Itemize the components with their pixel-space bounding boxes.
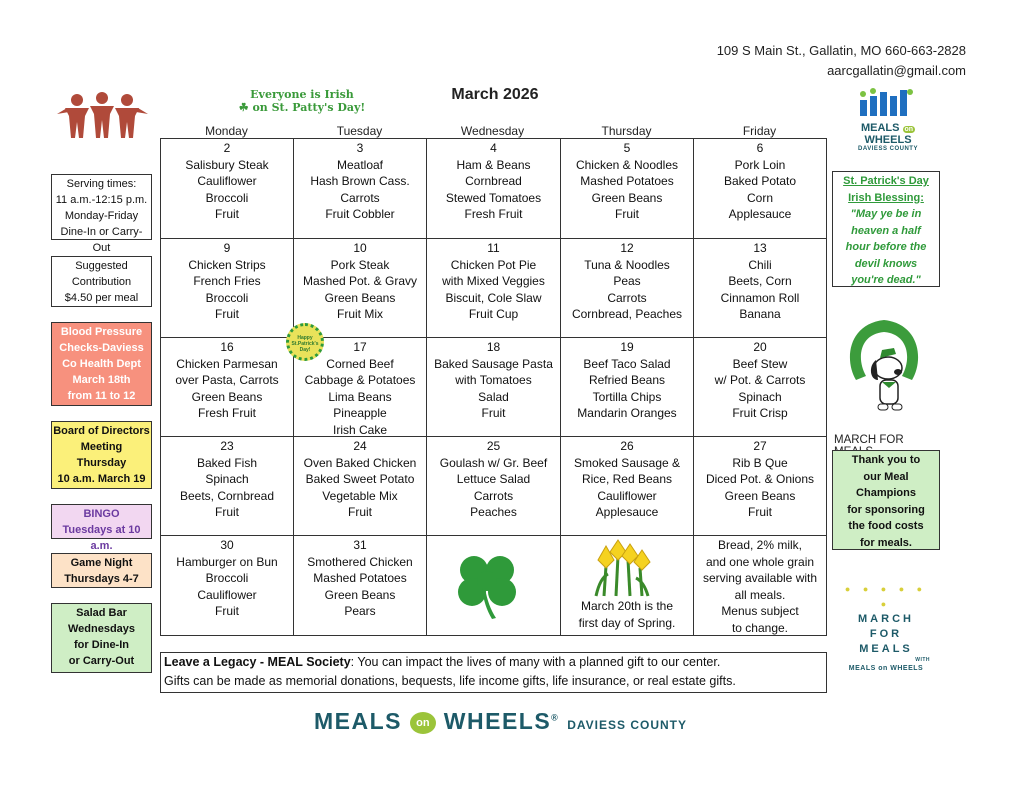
menu-item: Lettuce Salad (456, 472, 531, 486)
menu-item: Diced Pot. & Onions (705, 472, 815, 486)
menu-item: Hamburger on Bun (176, 554, 278, 569)
blood-pressure-box: Blood Pressure Checks-Daviess Co Health Dept March 18th from 11 to 12 (51, 322, 152, 406)
menu-item: Corned Beef (326, 356, 394, 371)
menu-item: Beets, Cornbread (179, 488, 275, 503)
menu-item: Green Beans (724, 488, 796, 503)
menu-item: to change. (731, 620, 789, 635)
menu-item: Ham & Beans (456, 157, 531, 172)
day-cell-4 (427, 139, 561, 239)
day-number: 20 (753, 340, 767, 354)
menu-item: Fruit (215, 604, 239, 618)
day-number: 30 (220, 538, 234, 552)
day-number: 9 (223, 241, 231, 255)
day-cell-5 (561, 139, 694, 239)
menu-item: with Mixed Veggies (442, 274, 545, 288)
irish-line-1: Everyone is Irish (250, 88, 354, 101)
menu-item: Fruit (215, 207, 239, 221)
day-cell-3 (294, 139, 427, 239)
board-meeting-box: Board of Directors Meeting Thursday 10 a.m. March 19 (51, 421, 152, 489)
day-cell-11 (427, 239, 561, 338)
day-number: 10 (353, 241, 367, 255)
menu-item: Peaches (470, 505, 517, 519)
menu-item: Stewed Tomatoes (445, 190, 542, 205)
day-cell-26 (561, 437, 694, 536)
menu-item: Cinnamon Roll (720, 290, 800, 305)
menu-item: Oven Baked Chicken (303, 455, 417, 470)
day-number: 26 (620, 439, 634, 453)
day-number: 13 (753, 241, 767, 255)
weekday-monday: Monday (205, 124, 248, 138)
menu-item: Fresh Fruit (197, 406, 256, 420)
menu-item: Chicken Strips (188, 257, 266, 272)
legacy-text: : You can impact the lives of many with a planned gift to our center. (350, 655, 721, 669)
menu-item: Mashed Pot. & Gravy (302, 274, 418, 288)
menu-item: Green Beans (191, 389, 263, 404)
menu-item: Green Beans (591, 190, 663, 205)
day-number: 16 (220, 340, 234, 354)
menu-item: Spinach (205, 472, 249, 486)
menu-item: Fruit (481, 406, 506, 420)
menu-item: Beets, Corn (728, 274, 792, 288)
menu-item: Pears (344, 604, 376, 618)
march-for-meals-heading: MARCH FOR (834, 434, 904, 446)
menu-item: Baked Potato (723, 174, 797, 188)
menu-item: Carrots (340, 190, 380, 205)
menu-item: over Pasta, Carrots (175, 373, 279, 387)
serving-times-box: Serving times: 11 a.m.-12:15 p.m. Monday-Friday Dine-In or Carry-Out (51, 174, 152, 240)
menu-item: Cauliflower (197, 174, 257, 188)
page-title: March 2026 (451, 86, 539, 103)
menu-item: Green Beans (324, 587, 396, 602)
day-cell-23 (161, 437, 294, 536)
bingo-box: BINGO Tuesdays at 10 a.m. (51, 504, 152, 539)
shamrock-icon: ☘ (238, 101, 253, 114)
menu-item: Fruit Cobbler (325, 207, 395, 221)
menu-item: with Tomatoes (455, 373, 532, 387)
footer-logo: MEALS on WHEELS® DAVIESS COUNTY (314, 708, 687, 734)
day-cell-18 (427, 338, 561, 437)
menu-item: Irish Cake (332, 422, 388, 437)
menu-item: Fruit (615, 207, 639, 221)
day-cell-25 (427, 437, 561, 536)
leave-a-legacy-box (160, 652, 827, 693)
day-number: 11 (487, 241, 500, 255)
day-cell-20 (694, 338, 826, 437)
day-cell-24 (294, 437, 427, 536)
menu-item: Cauliflower (597, 488, 657, 503)
menu-item: French Fries (193, 274, 261, 288)
menu-item: Pork Steak (330, 257, 390, 272)
day-number: 19 (620, 340, 634, 354)
email: aarcgallatin@gmail.com (827, 63, 966, 78)
address: 109 S Main St., Gallatin, MO 660-663-2828 (716, 43, 966, 58)
day-cell-empty (694, 536, 826, 635)
day-cell-2 (161, 139, 294, 239)
menu-item: Hash Brown Cass. (310, 174, 410, 188)
menu-item: Rice, Red Beans (581, 472, 673, 486)
legacy-gifts-text: Gifts can be made as memorial donations, bequests, life income gifts, life insurance, or real estate gifts. (164, 674, 736, 688)
menu-item: Vegetable Mix (322, 488, 398, 503)
weekday-tuesday: Tuesday (336, 124, 383, 138)
day-cell-30 (161, 536, 294, 635)
day-number: 2 (223, 141, 231, 155)
menu-item: Beef Taco Salad (583, 356, 671, 371)
menu-item: Lima Beans (328, 389, 392, 404)
menu-item: Biscuit, Cole Slaw (445, 290, 542, 305)
menu-item: Chicken & Noodles (575, 157, 679, 172)
menu-item: Cabbage & Potatoes (304, 373, 416, 387)
day-number: 18 (486, 340, 501, 354)
menu-item: Salad (478, 389, 509, 404)
irish-blessing-box: St. Patrick's Day Irish Blessing: "May ye be in heaven a half hour before the devil knows you're dead." (832, 171, 940, 287)
menu-item: Mashed Potatoes (313, 571, 407, 585)
menu-item: Fruit (748, 505, 772, 519)
menu-item: Bread, 2% milk, (717, 538, 803, 552)
day-number: 17 (353, 340, 367, 354)
day-number: 12 (620, 241, 634, 255)
menu-item: Broccoli (205, 190, 249, 205)
menu-item: Broccoli (205, 571, 249, 585)
spring-note: March 20th is the first day of Spring. (578, 599, 676, 630)
menu-item: Beef Stew (732, 356, 788, 371)
day-number: 23 (220, 439, 234, 453)
menu-item: Chicken Pot Pie (450, 257, 537, 272)
irish-line-2: ☘ on St. Patty's Day! (238, 101, 366, 114)
day-cell-12 (561, 239, 694, 338)
snoopy-horseshoe-icon (842, 310, 926, 420)
menu-item: Applesauce (595, 505, 659, 519)
menu-item: Fruit Cup (468, 307, 519, 321)
menu-item: Fruit Crisp (732, 406, 788, 420)
menu-item: Mashed Potatoes (580, 174, 674, 188)
menu-item: Corn (746, 190, 773, 205)
menu-item: Broccoli (205, 290, 249, 305)
menu-item: Rib B Que (732, 455, 788, 470)
menu-item: Fruit (215, 505, 239, 519)
menu-item: Peas (613, 274, 641, 288)
day-cell-19 (561, 338, 694, 437)
happy-st-patricks-badge: Happy St.Patrick's Day! (286, 323, 324, 361)
menu-item: Fruit Mix (337, 307, 383, 321)
menu-item: Applesauce (728, 207, 792, 221)
menu-item: Carrots (473, 488, 514, 503)
irish-banner (222, 88, 382, 114)
menu-item: Cauliflower (197, 587, 257, 602)
menu-item: Cornbread, Peaches (571, 307, 683, 321)
day-cell-10 (294, 239, 427, 338)
menu-item: Tuna & Noodles (584, 257, 670, 272)
menu-item: Tortilla Chips (592, 389, 662, 404)
menu-item: serving available with (702, 571, 818, 585)
menu-item: w/ Pot. & Carrots (714, 373, 806, 387)
menu-item: Salisbury Steak (185, 157, 269, 172)
menu-item: Refried Beans (588, 373, 666, 387)
game-night-box: Game Night Thursdays 4-7 (51, 553, 152, 588)
menu-item: Carrots (607, 290, 647, 305)
menu-item: Smoked Sausage & (573, 455, 681, 470)
day-cell-16 (161, 338, 294, 437)
menu-item: Green Beans (324, 290, 396, 305)
salad-bar-box: Salad Bar Wednesdays for Dine-In or Carry-Out (51, 603, 152, 673)
weekday-thursday: Thursday (601, 124, 652, 138)
day-number: 5 (623, 141, 631, 155)
menu-item: Chili (748, 257, 772, 272)
meals-on-wheels-logo-icon (856, 88, 918, 118)
daffodils-icon (586, 538, 658, 598)
legacy-heading: Leave a Legacy - MEAL Society (164, 655, 351, 669)
menu-item: Mandarin Oranges (577, 406, 677, 420)
shamrock-icon (452, 548, 522, 620)
menu-item: all meals. (734, 587, 786, 602)
menu-item: Baked Fish (196, 455, 258, 470)
center-logo (55, 90, 150, 140)
weekday-friday: Friday (742, 124, 777, 138)
menu-item: Goulash w/ Gr. Beef (439, 455, 548, 470)
menu-item: Fresh Fruit (464, 207, 523, 221)
day-number: 25 (486, 439, 501, 453)
right-logo-text: MEALS on WHEELS DAVIESS COUNTY (858, 122, 918, 152)
weekday-wednesday: Wednesday (460, 124, 525, 138)
day-number: 27 (753, 439, 767, 453)
day-number: 24 (353, 439, 367, 453)
menu-item: Pork Loin (734, 157, 786, 172)
day-number: 6 (756, 141, 764, 155)
menu-item: Chicken Parmesan (176, 356, 278, 371)
menu-item: Smothered Chicken (307, 554, 413, 569)
menu-item: Meatloaf (336, 157, 384, 172)
menu-item: Cornbread (465, 174, 522, 188)
menu-item: Fruit (348, 505, 372, 519)
suggested-contribution-box: Suggested Contribution $4.50 per meal (51, 256, 152, 307)
meal-champions-box: Thank you to our Meal Champions for sponsoring the food costs for meals. (832, 450, 940, 550)
day-cell-9 (161, 239, 294, 338)
day-cell-13 (694, 239, 826, 338)
day-cell-6 (694, 139, 826, 239)
menu-item: and one whole grain (705, 554, 815, 569)
day-number: 31 (353, 538, 367, 552)
menu-item: Spinach (738, 389, 782, 404)
dots-decoration-icon: ● ● ● ● ● ● (844, 584, 928, 609)
day-cell-27 (694, 437, 826, 536)
menu-item: Menus subject (721, 604, 799, 618)
march-for-meals-logo: ● ● ● ● ● ● MARCH FOR MEALS WITH MEALS on WHEELS (836, 582, 936, 673)
menu-item: Baked Sweet Potato (305, 472, 415, 486)
day-number: 4 (490, 141, 497, 155)
menu-item: Pineapple (333, 406, 387, 420)
menu-item: Baked Sausage Pasta (434, 356, 553, 371)
day-number: 3 (356, 141, 364, 155)
day-cell-31 (294, 536, 427, 635)
menu-item: Fruit (215, 307, 239, 321)
menu-item: Banana (739, 307, 781, 321)
